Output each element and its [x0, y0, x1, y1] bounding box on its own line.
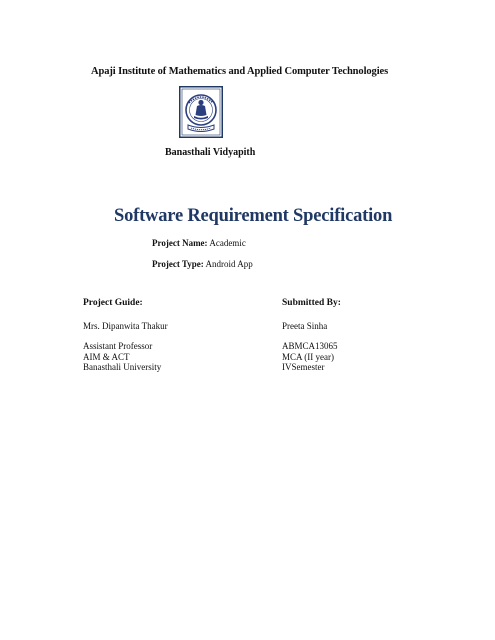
- guide-name: Mrs. Dipanwita Thakur: [83, 321, 168, 331]
- project-type-value: Android App: [205, 259, 253, 269]
- project-type-line: [152, 259, 253, 269]
- project-guide-heading: Project Guide:: [83, 298, 143, 308]
- project-name-line: [152, 238, 246, 248]
- university-name: Banasthali Vidyapith: [165, 147, 256, 158]
- project-name-value: Academic: [209, 238, 246, 248]
- submitter-details: [282, 341, 338, 373]
- guide-department: AIM & ACT: [83, 351, 130, 362]
- document-title: Software Requirement Specification: [114, 206, 393, 226]
- project-type-label: Project Type:: [152, 259, 204, 269]
- submitter-roll-number: ABMCA13065: [282, 341, 338, 351]
- guide-university: Banasthali University: [83, 362, 162, 372]
- guide-details: [83, 341, 161, 373]
- submitter-name: Preeta Sinha: [282, 321, 328, 331]
- submitter-course: MCA (II year): [282, 351, 334, 362]
- submitted-by-heading: Submitted By:: [282, 298, 341, 308]
- guide-designation: Assistant Professor: [83, 341, 153, 351]
- submitter-semester: IVSemester: [282, 362, 325, 372]
- banasthali-emblem-icon: [179, 86, 223, 138]
- institute-name: Apaji Institute of Mathematics and Applied Computer Technologies: [91, 66, 389, 77]
- project-name-label: Project Name:: [152, 238, 208, 248]
